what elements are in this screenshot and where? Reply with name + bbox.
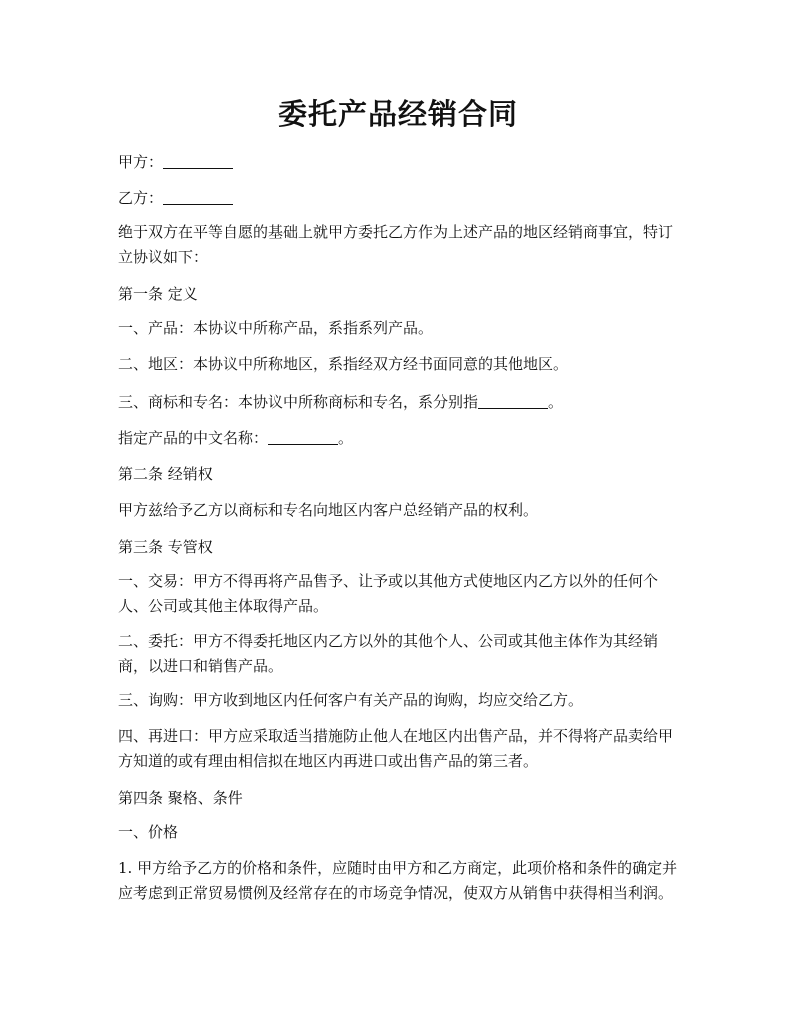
party-b-line (118, 186, 684, 211)
article1-item4-prefix: 指定产品的中文名称： (118, 429, 269, 447)
article1-item4 (118, 426, 684, 451)
article4-sub1: 一、价格 (118, 823, 179, 841)
chinese-name-blank (268, 428, 338, 445)
party-a-label: 甲方： (118, 153, 164, 171)
article3-item1: 一、交易：甲方不得再将产品售予、让予或以其他方式使地区内乙方以外的任何个人、公司或其他主体取得产品。 (118, 572, 659, 615)
article1-item3-suffix: 。 (548, 393, 564, 411)
article1-item3 (118, 390, 684, 415)
party-a-line (118, 150, 684, 175)
party-b-label: 乙方： (118, 189, 164, 207)
article3-item3: 三、询购：甲方收到地区内任何客户有关产品的询购，均应交给乙方。 (118, 691, 584, 709)
article3-item2: 二、委托：甲方不得委托地区内乙方以外的其他个人、公司或其他主体作为其经销商，以进口和销售产品。 (118, 632, 659, 675)
article1-item3-prefix: 三、商标和专名：本协议中所称商标和专名，系分别指 (118, 393, 479, 411)
article4-heading: 第四条 聚格、条件 (118, 789, 243, 807)
article3-item4: 四、再进口：甲方应采取适当措施防止他人在地区内出售产品，并不得将产品卖给甲方知道的或有理由相信拟在地区内再进口或出售产品的第三者。 (118, 727, 674, 770)
intro-paragraph: 绝于双方在平等自愿的基础上就甲方委托乙方作为上述产品的地区经销商事宜，特订立协议如下： (118, 223, 674, 266)
article4-item1: 1. 甲方给予乙方的价格和条件，应随时由甲方和乙方商定，此项价格和条件的确定并应考虑到正常贸易惯例及经常存在的市场竞争情况，使双方从销售中获得相当利润。 (118, 859, 678, 902)
article1-item2: 二、地区：本协议中所称地区，系指经双方经书面同意的其他地区。 (118, 355, 569, 373)
article3-heading: 第三条 专管权 (118, 538, 213, 556)
document-title: 委托产品经销合同 (277, 97, 518, 131)
trademark-blank (478, 392, 548, 409)
article1-item1: 一、产品：本协议中所称产品，系指系列产品。 (118, 319, 434, 337)
article1-item4-suffix: 。 (338, 429, 354, 447)
article2-heading: 第二条 经销权 (118, 465, 213, 483)
party-a-blank (163, 152, 233, 169)
article2-text: 甲方兹给予乙方以商标和专名向地区内客户总经销产品的权利。 (118, 501, 539, 519)
article1-heading: 第一条 定义 (118, 285, 198, 303)
party-b-blank (163, 188, 233, 205)
